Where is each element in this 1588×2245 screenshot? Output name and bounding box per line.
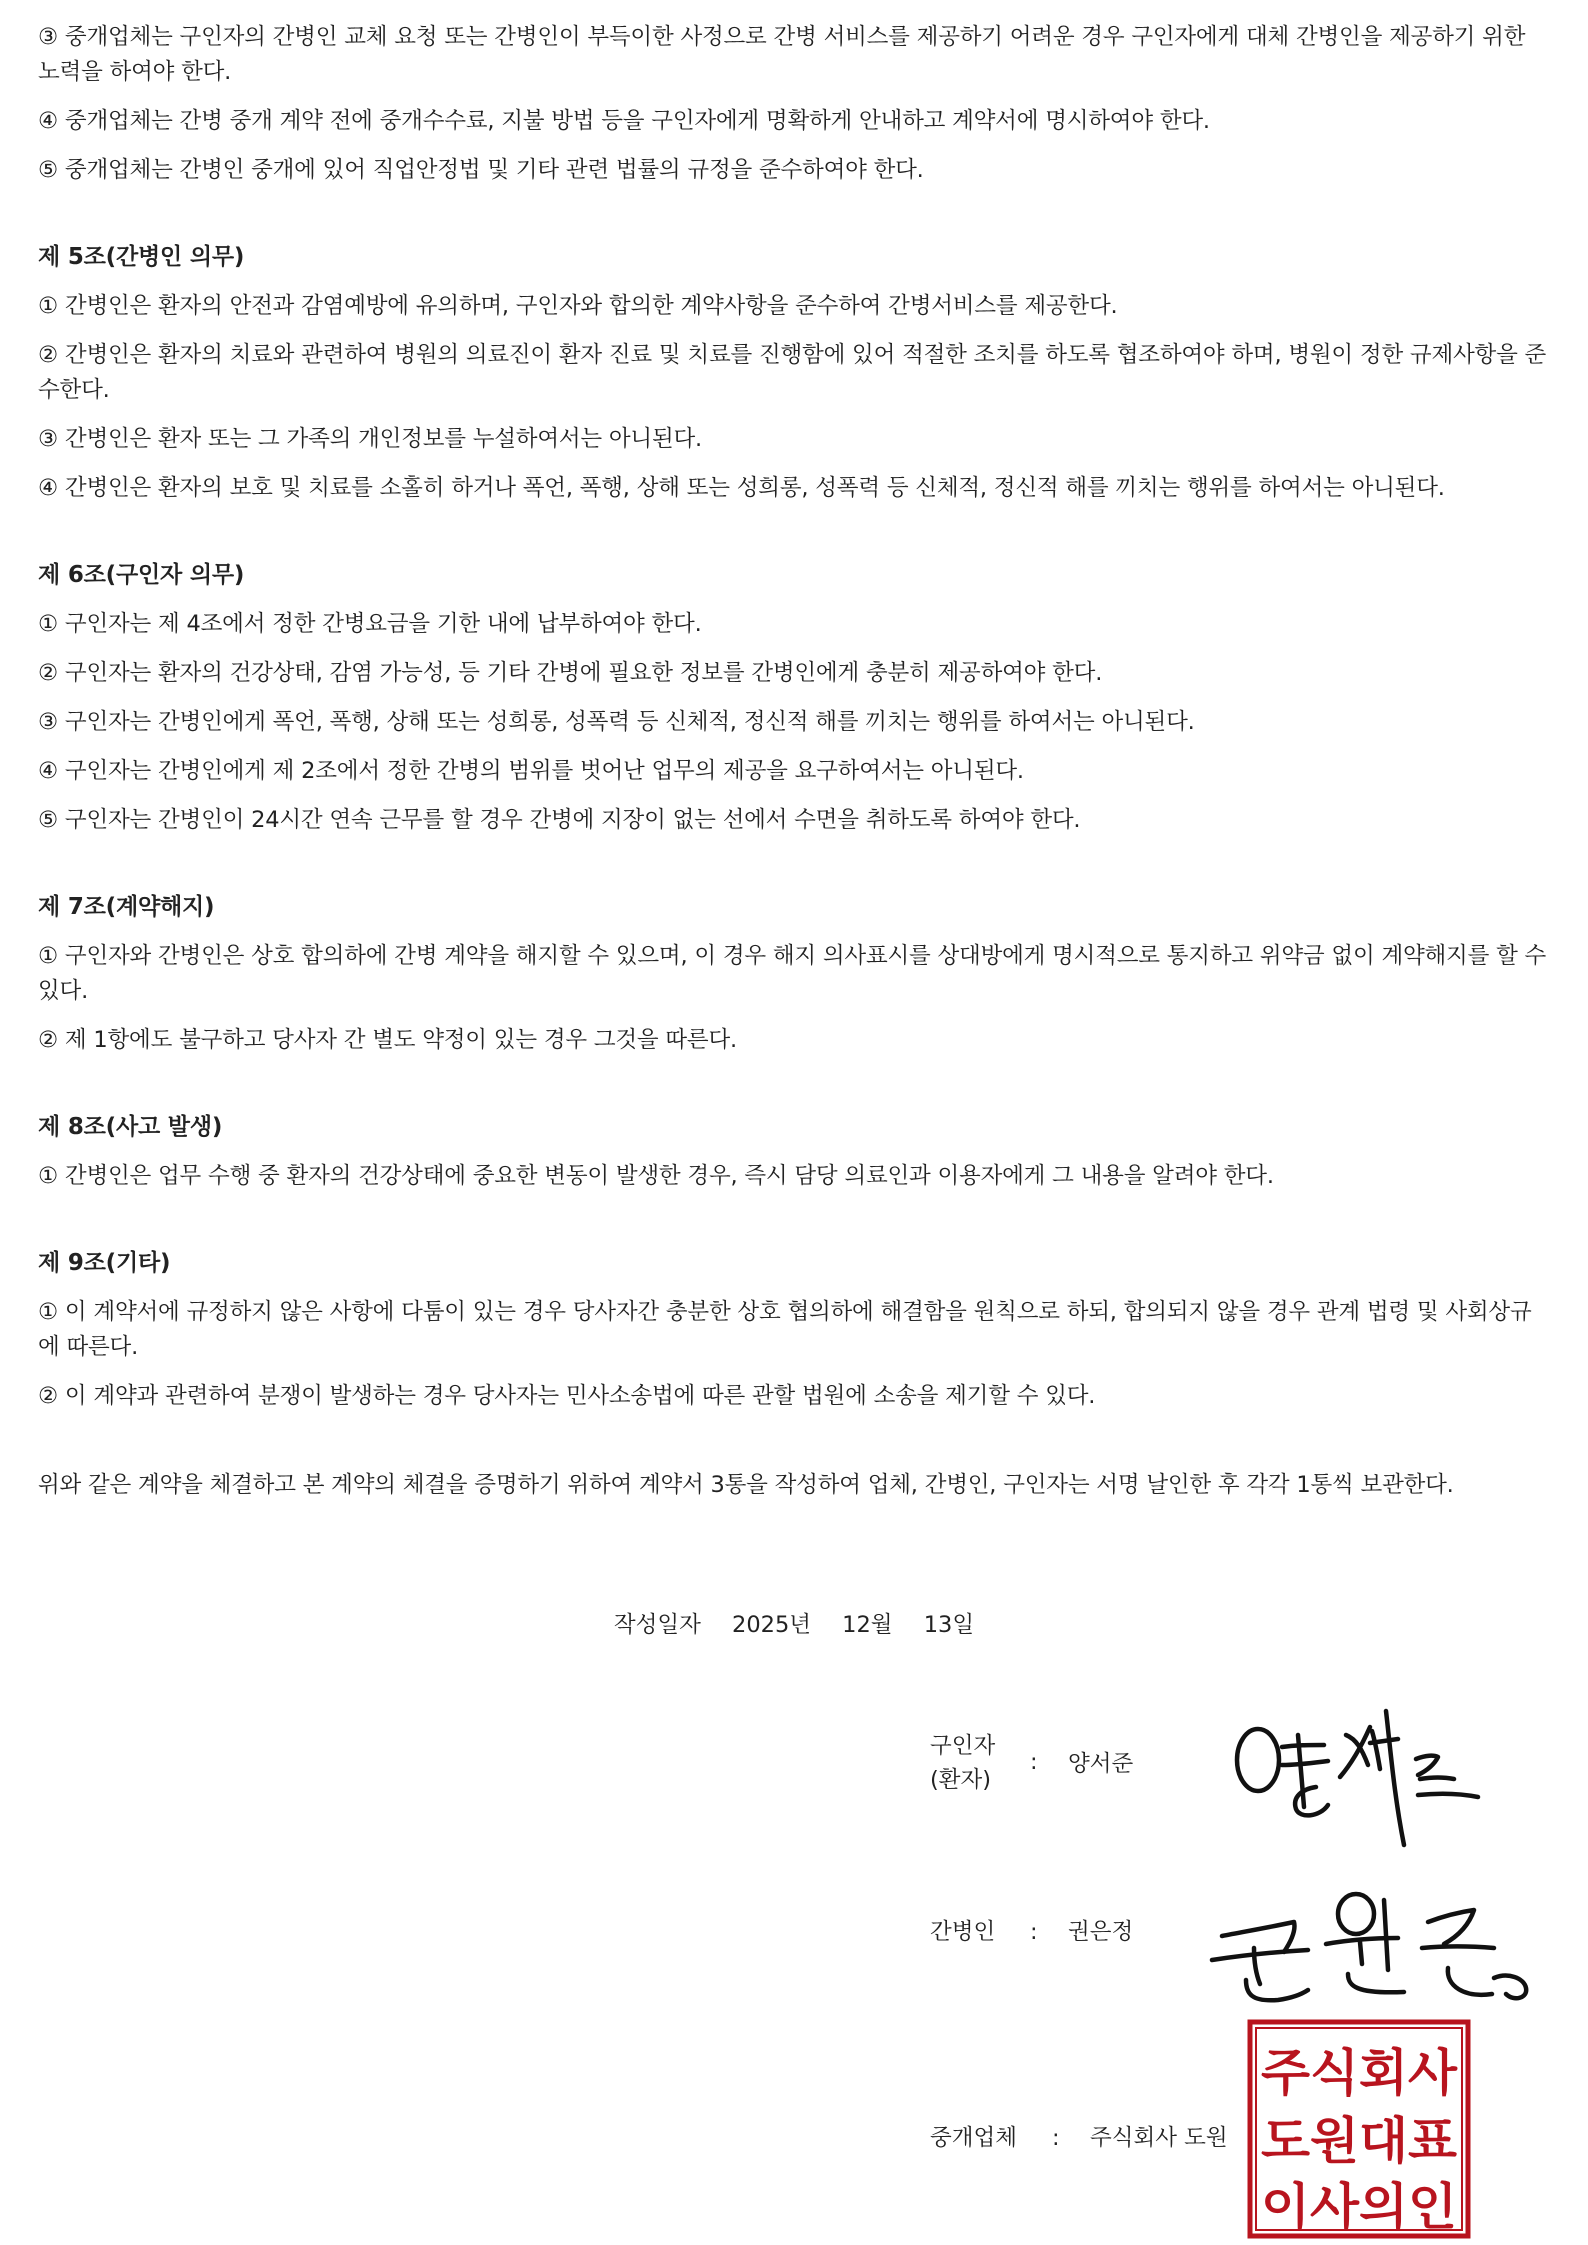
article-7 [38,890,1550,1058]
agency-name: 주식회사 도원 [1090,2125,1228,2151]
article-4-item-4: ④ 중개업체는 간병 중개 계약 전에 중개수수료, 지불 방법 등을 구인자에게 명확하게 안내하고 계약서에 명시하여야 한다. [38,108,1210,134]
article-7-item-1: ① 구인자와 간병인은 상호 합의하에 간병 계약을 해지할 수 있으며, 이 경우 해지 의사표시를 상대방에게 명시적으로 통지하고 위약금 없이 계약해지를 할 수 있다. [38,943,1547,1004]
article-8-title: 제 8조(사고 발생) [38,1114,223,1140]
article-4-item-5: ⑤ 중개업체는 간병인 중개에 있어 직업안정법 및 기타 관련 법률의 규정을 준수하여야 한다. [38,157,924,183]
agency-colon: : [1052,2125,1060,2151]
client-name: 양서준 [1068,1751,1134,1777]
article-6-item-4: ④ 구인자는 간병인에게 제 2조에서 정한 간병의 범위를 벗어난 업무의 제공을 요구하여서는 아니된다. [38,758,1024,784]
client-colon: : [1030,1749,1038,1775]
article-5-item-4: ④ 간병인은 환자의 보호 및 치료를 소홀히 하거나 폭언, 폭행, 상해 또는 성희롱, 성폭력 등 신체적, 정신적 해를 끼치는 행위를 하여서는 아니된다. [38,475,1445,501]
signatory-agency [930,2122,1250,2162]
caregiver-colon: : [1030,1919,1038,1945]
article-5 [38,240,1550,506]
article-9-item-2: ② 이 계약과 관련하여 분쟁이 발생하는 경우 당사자는 민사소송법에 따른 관할 법원에 소송을 제기할 수 있다. [38,1383,1096,1409]
article-5-item-2: ② 간병인은 환자의 치료와 관련하여 병원의 의료진이 환자 진료 및 치료를 진행함에 있어 적절한 조치를 하도록 협조하여야 하며, 병원이 정한 규제사항을 준수한다. [38,342,1547,403]
article-6-item-2: ② 구인자는 환자의 건강상태, 감염 가능성, 등 기타 간병에 필요한 정보를 간병인에게 충분히 제공하여야 한다. [38,660,1103,686]
article-8 [38,1110,1550,1194]
closing-statement: 위와 같은 계약을 체결하고 본 계약의 체결을 증명하기 위하여 계약서 3통을 작성하여 업체, 간병인, 구인자는 서명 날인한 후 각각 1통씩 보관한다. [38,1472,1454,1498]
article-9-title: 제 9조(기타) [38,1250,171,1276]
article-6-item-5: ⑤ 구인자는 간병인이 24시간 연속 근무를 할 경우 간병에 지장이 없는 선에서 수면을 취하도록 하여야 한다. [38,807,1081,833]
article-6-item-1: ① 구인자는 제 4조에서 정한 간병요금을 기한 내에 납부하여야 한다. [38,611,702,637]
article-6 [38,558,1550,838]
article-5-title: 제 5조(간병인 의무) [38,244,245,270]
signatory-client [930,1730,1230,1802]
article-8-item-1: ① 간병인은 업무 수행 중 환자의 건강상태에 중요한 변동이 발생한 경우, 즉시 담당 의료인과 이용자에게 그 내용을 알려야 한다. [38,1163,1274,1189]
seal-text-line-2: 도원대표 [1261,2112,1458,2170]
caregiver-label: 간병인 [930,1919,996,1945]
seal-text-line-3: 이사의인 [1261,2178,1457,2236]
article-6-title: 제 6조(구인자 의무) [38,562,245,588]
article-9-item-1: ① 이 계약서에 규정하지 않은 사항에 다툼이 있는 경우 당사자간 충분한 상호 협의하에 해결함을 원칙으로 하되, 합의되지 않을 경우 관계 법령 및 사회상규에 따른다. [38,1299,1532,1360]
signatory-caregiver [930,1916,1230,1956]
article-4-item-3: ③ 중개업체는 구인자의 간병인 교체 요청 또는 간병인이 부득이한 사정으로 간병 서비스를 제공하기 어려운 경우 구인자에게 대체 간병인을 제공하기 위한 노력을 하여야 한다. [38,24,1526,85]
contract-document [38,20,1550,1503]
article-9 [38,1246,1550,1414]
agency-label: 중개업체 [930,2125,1017,2151]
article-7-title: 제 7조(계약해지) [38,894,215,920]
article-5-item-3: ③ 간병인은 환자 또는 그 가족의 개인정보를 누설하여서는 아니된다. [38,426,702,452]
client-label: 구인자 [930,1733,996,1759]
date-line [0,1608,1588,1643]
article-6-item-3: ③ 구인자는 간병인에게 폭언, 폭행, 상해 또는 성희롱, 성폭력 등 신체적, 정신적 해를 끼치는 행위를 하여서는 아니된다. [38,709,1195,735]
date-label: 작성일자 [613,1612,701,1638]
caregiver-signature [1208,1882,1538,2022]
article-7-item-2: ② 제 1항에도 불구하고 당사자 간 별도 약정이 있는 경우 그것을 따른다. [38,1027,737,1053]
client-signature [1220,1705,1520,1855]
date-year: 2025년 [732,1612,812,1638]
client-sublabel: (환자) [930,1767,992,1793]
article-4-continued [38,20,1550,188]
seal-text-line-1: 주식회사 [1261,2044,1458,2102]
company-seal [1246,2018,1472,2240]
article-5-item-1: ① 간병인은 환자의 안전과 감염예방에 유의하며, 구인자와 합의한 계약사항을 준수하여 간병서비스를 제공한다. [38,293,1118,319]
date-day: 13일 [923,1612,975,1638]
caregiver-name: 권은정 [1068,1919,1134,1945]
date-month: 12월 [842,1612,893,1638]
